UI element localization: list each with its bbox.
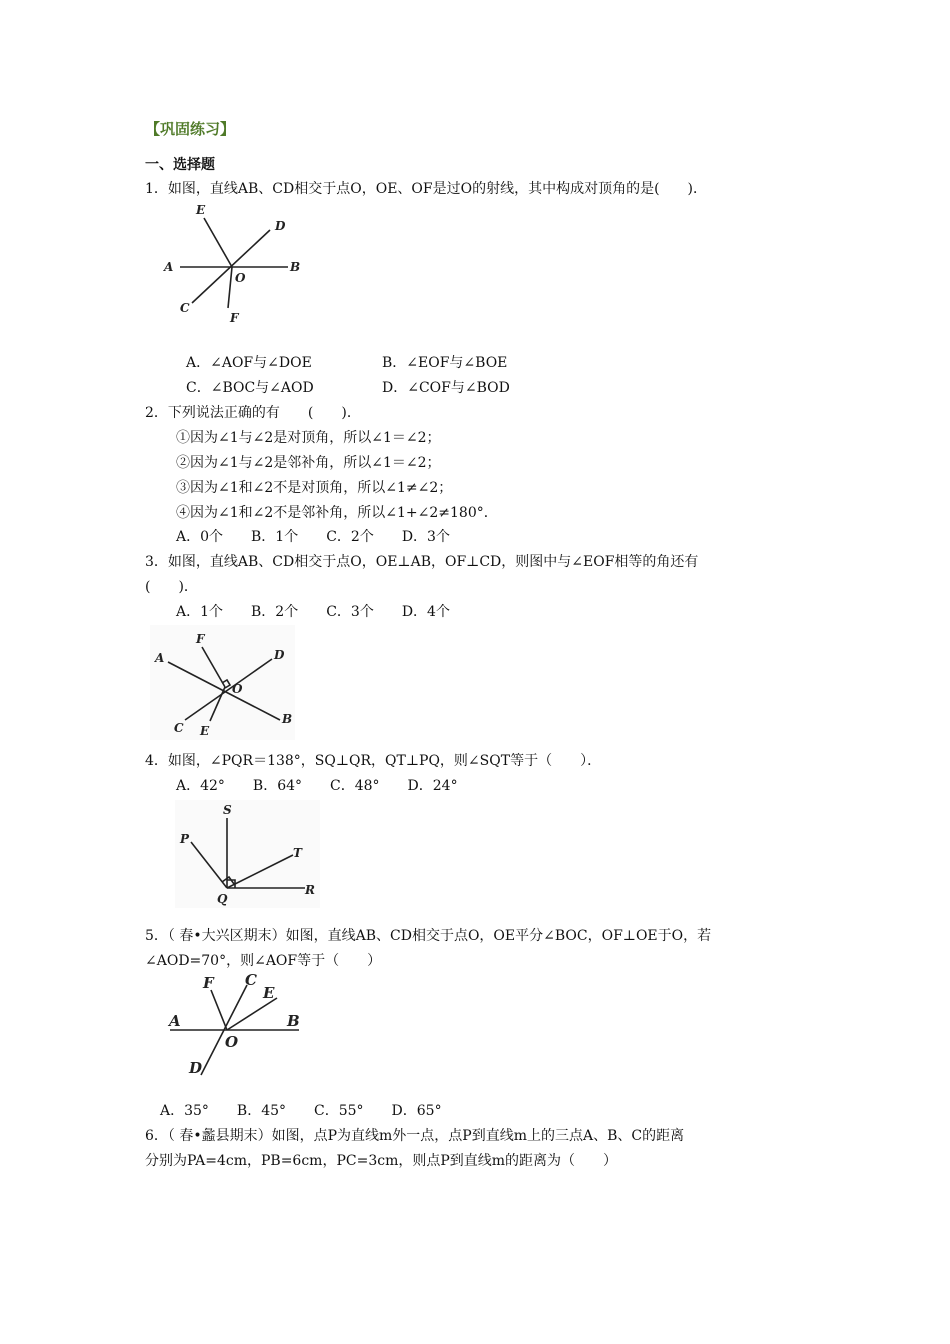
q5-stem-line1: 5．（ 春•大兴区期末）如图，直线AB、CD相交于点O，OE平分∠BOC，OF⊥OE于O，若 [145, 928, 712, 944]
q5-stem-line2: ∠AOD=70°，则∠AOF等于（ ） [145, 953, 382, 969]
q5-ray-of [211, 990, 227, 1030]
q1-label-c: C [180, 301, 190, 315]
q3-label-c: C [174, 721, 184, 735]
q5-label-f: F [203, 974, 214, 992]
q1-ray-oe [204, 218, 232, 267]
q1-option-a: A．∠AOF与∠DOE [186, 355, 312, 371]
q5-label-e: E [263, 984, 275, 1002]
q5-label-c: C [245, 971, 257, 989]
q3-stem-line1: 3．如图，直线AB、CD相交于点O，OE⊥AB，OF⊥CD，则图中与∠EOF相等的角还有 [145, 554, 699, 570]
q1-label-f: F [230, 311, 239, 325]
q2-statement-2: ②因为∠1与∠2是邻补角，所以∠1＝∠2； [176, 455, 441, 471]
q2-stem: 2．下列说法正确的有 ( )． [145, 405, 361, 421]
q4-options: A．42° B．64° C．48° D．24° [176, 778, 458, 794]
q3-label-a: A [155, 651, 165, 665]
q5-label-d: D [189, 1059, 203, 1077]
q1-option-c: C．∠BOC与∠AOD [186, 380, 314, 396]
q1-label-e: E [196, 203, 206, 217]
q1-ray-of [228, 267, 232, 308]
q1-option-d: D．∠COF与∠BOD [382, 380, 510, 396]
section-subtitle: 一、选择题 [145, 157, 215, 173]
q5-options: A．35° B．45° C．55° D．65° [160, 1103, 442, 1119]
q1-label-d: D [275, 219, 286, 233]
q4-label-s: S [223, 803, 232, 817]
q2-statement-4: ④因为∠1和∠2不是邻补角，所以∠1+∠2≠180°． [176, 505, 498, 521]
q3-label-e: E [200, 724, 210, 738]
q3-stem-line2: ( )． [145, 579, 198, 595]
q1-figure [160, 200, 310, 330]
q3-figure [150, 625, 295, 740]
q1-label-o: O [235, 271, 246, 285]
q1-label-a: A [164, 260, 174, 274]
q3-label-o: O [232, 682, 243, 696]
section-header-title: 【巩固练习】 [145, 120, 236, 138]
q2-statement-1: ①因为∠1与∠2是对顶角，所以∠1＝∠2； [176, 430, 441, 446]
q3-label-f: F [196, 632, 205, 646]
q4-label-r: R [305, 883, 315, 897]
q5-label-o: O [225, 1033, 239, 1051]
q5-ray-oe [227, 998, 277, 1030]
q1-stem: 1．如图，直线AB、CD相交于点O，OE、OF是过O的射线，其中构成对顶角的是( )． [145, 181, 708, 197]
q6-stem-line1: 6．（ 春•蠡县期末）如图，点P为直线m外一点，点P到直线m上的三点A、B、C的距离 [145, 1128, 685, 1144]
q3-options: A．1个 B．2个 C．3个 D．4个 [176, 604, 450, 620]
q5-figure [165, 970, 305, 1080]
q3-label-d: D [274, 648, 285, 662]
q5-label-a: A [169, 1012, 181, 1030]
q4-stem: 4．如图，∠PQR＝138°，SQ⊥QR，QT⊥PQ，则∠SQT等于（ ）． [145, 753, 602, 769]
q4-label-t: T [293, 846, 302, 860]
q1-label-b: B [290, 260, 301, 274]
q4-label-p: P [180, 832, 190, 846]
q4-label-q: Q [217, 892, 228, 906]
q1-option-b: B．∠EOF与∠BOE [382, 355, 508, 371]
q5-label-b: B [287, 1012, 300, 1030]
q4-figure [175, 800, 320, 908]
q2-options: A．0个 B．1个 C．2个 D．3个 [176, 529, 450, 545]
q6-stem-line2: 分别为PA=4cm，PB=6cm，PC=3cm，则点P到直线m的距离为（ ） [145, 1153, 618, 1169]
q3-label-b: B [282, 712, 293, 726]
q2-statement-3: ③因为∠1和∠2不是对顶角，所以∠1≠∠2； [176, 480, 453, 496]
